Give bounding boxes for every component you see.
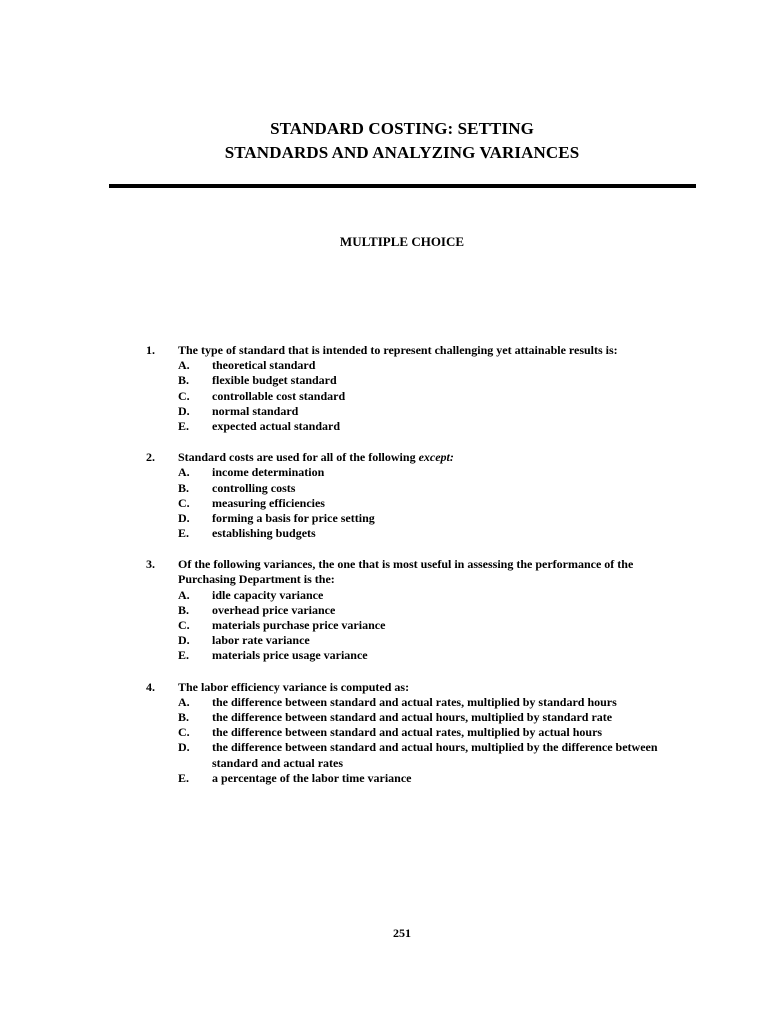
answer-option xyxy=(0,511,768,526)
answer-option xyxy=(0,756,768,771)
option-letter: E. xyxy=(178,648,190,663)
option-text: controllable cost standard xyxy=(212,388,346,403)
question-line xyxy=(0,572,768,587)
option-text: the difference between standard and actual hours, multiplied by the difference between xyxy=(212,740,658,755)
page-number: 251 xyxy=(393,926,411,940)
question-number: 2. xyxy=(146,450,155,465)
question-list xyxy=(0,343,768,802)
option-letter: B. xyxy=(178,709,190,724)
question-text-run: The labor efficiency variance is computed as: xyxy=(178,679,410,694)
question-line xyxy=(0,450,768,465)
question-line xyxy=(0,557,768,572)
answer-option xyxy=(0,695,768,710)
question-text xyxy=(178,680,409,695)
answer-option xyxy=(0,481,768,496)
option-letter: D. xyxy=(178,510,190,525)
answer-option xyxy=(0,618,768,633)
option-letter: D. xyxy=(178,740,190,755)
option-text: standard and actual rates xyxy=(212,755,344,770)
answer-option xyxy=(0,373,768,388)
option-text: measuring efficiencies xyxy=(212,495,325,510)
question-text-run: Purchasing Department is the: xyxy=(178,572,335,587)
option-text: expected actual standard xyxy=(212,418,340,433)
option-letter: B. xyxy=(178,602,190,617)
option-letter: D. xyxy=(178,403,190,418)
option-text: controlling costs xyxy=(212,480,296,495)
option-text: labor rate variance xyxy=(212,633,310,648)
option-letter: C. xyxy=(178,618,190,632)
section-heading: MULTIPLE CHOICE xyxy=(339,234,465,249)
option-letter: B. xyxy=(178,480,190,495)
question-number: 4. xyxy=(146,679,155,694)
option-text: establishing budgets xyxy=(212,526,316,541)
answer-option xyxy=(0,725,768,740)
option-text: forming a basis for price setting xyxy=(212,510,375,525)
question-line xyxy=(0,343,768,358)
option-text: the difference between standard and actual rates, multiplied by standard hours xyxy=(212,694,617,709)
answer-option xyxy=(0,496,768,511)
option-text: flexible budget standard xyxy=(212,373,337,388)
question-text xyxy=(178,343,618,358)
answer-option xyxy=(0,465,768,480)
option-letter: A. xyxy=(178,587,190,602)
option-letter: E. xyxy=(178,526,190,541)
option-letter: E. xyxy=(178,770,190,785)
answer-option xyxy=(0,389,768,404)
option-text: the difference between standard and actual hours, multiplied by standard rate xyxy=(212,709,613,724)
option-letter: D. xyxy=(178,633,190,648)
answer-option xyxy=(0,526,768,541)
question-text-run: Of the following variances, the one that is most useful in assessing the performance of the xyxy=(178,557,634,572)
option-letter: A. xyxy=(178,465,190,480)
question-1 xyxy=(0,343,768,434)
answer-option xyxy=(0,603,768,618)
option-text: theoretical standard xyxy=(212,358,316,373)
answer-option xyxy=(0,358,768,373)
question-text xyxy=(178,450,454,465)
answer-option xyxy=(0,633,768,648)
option-letter: C. xyxy=(178,495,190,510)
answer-option xyxy=(0,404,768,419)
option-text: income determination xyxy=(212,465,325,480)
option-letter: A. xyxy=(178,694,190,709)
question-number: 3. xyxy=(146,557,155,572)
question-emphasis: except: xyxy=(418,450,454,465)
option-text: materials purchase price variance xyxy=(212,618,386,632)
option-letter: A. xyxy=(178,358,190,373)
question-2 xyxy=(0,450,768,541)
option-text: overhead price variance xyxy=(212,602,336,617)
option-text: the difference between standard and actual rates, multiplied by actual hours xyxy=(212,725,603,740)
option-text: a percentage of the labor time variance xyxy=(212,770,412,785)
question-line xyxy=(0,680,768,695)
chapter-title-line-2: STANDARDS AND ANALYZING VARIANCES xyxy=(224,143,580,162)
answer-option xyxy=(0,648,768,663)
option-letter: C. xyxy=(178,725,190,740)
option-letter: B. xyxy=(178,373,190,388)
question-3 xyxy=(0,557,768,663)
question-text-run: Standard costs are used for all of the following xyxy=(178,450,419,465)
answer-option xyxy=(0,419,768,434)
option-text: idle capacity variance xyxy=(212,587,324,602)
question-text xyxy=(178,557,633,572)
answer-option xyxy=(0,588,768,603)
question-number: 1. xyxy=(146,343,155,357)
option-text: materials price usage variance xyxy=(212,648,368,663)
option-letter: C. xyxy=(178,388,190,403)
option-letter: E. xyxy=(178,418,190,433)
question-text xyxy=(178,572,335,587)
question-4 xyxy=(0,680,768,786)
answer-option xyxy=(0,710,768,725)
answer-option xyxy=(0,740,768,755)
title-divider-rule xyxy=(109,184,696,188)
chapter-title-line-1: STANDARD COSTING: SETTING xyxy=(270,119,534,138)
option-text: normal standard xyxy=(212,403,299,418)
question-text-run: The type of standard that is intended to represent challenging yet attainable results is: xyxy=(178,343,618,357)
answer-option xyxy=(0,771,768,786)
